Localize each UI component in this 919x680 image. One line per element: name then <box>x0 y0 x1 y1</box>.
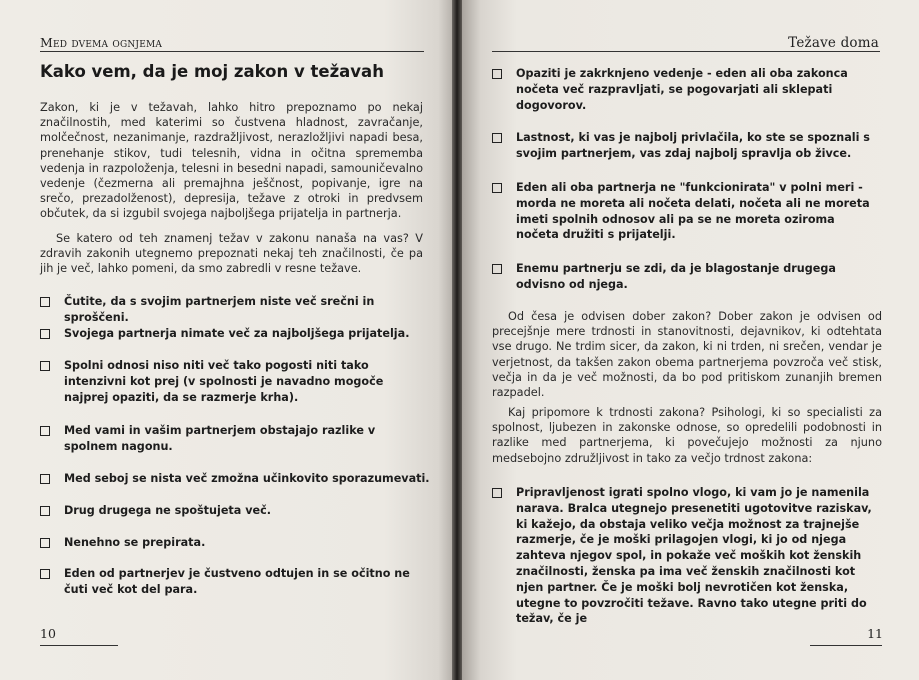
list-item-text: Svojega partnerja nimate več za najboljšega prijatelja. <box>64 327 410 340</box>
list-item <box>492 130 876 162</box>
list-item-text: Drug drugega ne spoštujeta več. <box>64 504 271 517</box>
list-item <box>40 471 432 487</box>
list-item <box>492 66 876 113</box>
list-item-text: Eden od partnerjev je čustveno odtujen in se očitno ne čuti več kot del para. <box>64 567 410 596</box>
list-item <box>40 503 432 519</box>
footer-rule-right <box>810 645 882 646</box>
checkbox-square-icon <box>40 329 50 339</box>
page-number-right: 11 <box>867 626 883 641</box>
left-page <box>0 0 452 680</box>
checkbox-square-icon <box>40 297 50 307</box>
second-paragraph: Se katero od teh znamenj težav v zakonu nanaša na vas? V zdravih zakonih utegnemo prepoznati nekaj teh značilnosti, če pa jih je več, lahko pomeni, da smo zabredli v resne težave. <box>40 232 423 276</box>
list-item-text: Pripravljenost igrati spolno vlogo, ki vam jo je namenila narava. Bralca utegnejo presenetiti ugotovitve raziskav, ki kažejo, da obstaja veliko večja možnost za trajnejše razmerje, če je moški prilagojen vlogi, ki jo od njega zahteva njegov spol, in pokaže več moških kot ženskih značilnosti, ženska pa ima več ženskih značilnosti kot njen partner. Če je moški bolj nevrotičen kot ženska, utegne to povzročiti težave. Ravno tako utegne priti do težav, če je <box>516 486 872 626</box>
paragraph-2: Kaj pripomore k trdnosti zakona? Psihologi, ki so specialisti za spolnost, ljubezen in zakonske odnose, so opredelili podobnosti in razlike med partnerjema, ki povečujejo možnosti za njuno medsebojno združljivost in tako za večjo trdnost zakona: <box>492 406 882 465</box>
list-item <box>40 326 432 342</box>
running-head-right: Težave doma <box>788 35 879 51</box>
list-item-text: Čutite, da s svojim partnerjem niste več srečni in sproščeni. <box>64 295 375 324</box>
list-item <box>40 294 432 326</box>
list-item-text: Enemu partnerju se zdi, da je blagostanje drugega odvisno od njega. <box>516 262 836 291</box>
checkbox-square-icon <box>492 69 502 79</box>
checkbox-square-icon <box>40 361 50 371</box>
running-head-left: Med dvema ognjema <box>40 35 163 50</box>
list-item-text: Spolni odnosi niso niti več tako pogosti niti tako intenzivni kot prej (v spolnosti je navadno mogoče najprej opaziti, da se razmerje krha). <box>64 359 384 404</box>
checkbox-square-icon <box>40 538 50 548</box>
list-item-text: Nenehno se prepirata. <box>64 536 206 549</box>
checkbox-square-icon <box>40 474 50 484</box>
list-item <box>40 535 432 551</box>
checkbox-square-icon <box>492 183 502 193</box>
checkbox-square-icon <box>492 488 502 498</box>
book-spine-gutter <box>452 0 462 680</box>
list-item <box>492 261 876 293</box>
checkbox-square-icon <box>492 133 502 143</box>
checkbox-square-icon <box>40 426 50 436</box>
list-item <box>40 423 432 455</box>
list-item-text: Med seboj se nista več zmožna učinkovito sporazumevati. <box>64 472 430 485</box>
list-item <box>492 485 882 627</box>
footer-rule-left <box>40 645 118 646</box>
intro-paragraph: Zakon, ki je v težavah, lahko hitro prepoznamo po nekaj značilnostih, med katerimi so čustvena hladnost, zavračanje, molčečnost, nezanimanje, razdražljivost, nerazložljivi napadi besa, prenehanje stikov, tudi telesnih, vidna in očitna sprememba vedenja in razpoloženja, telesni in besedni napadi, samouničevalno vedenje (čezmerna ali premajhna ješčnost, popivanje, igre na srečo, prezadolženost), depresija, težave z otroki in predvsem občutek, da si izgubil svojega najboljšega prijatelja in partnerja. <box>40 101 423 221</box>
section-title: Kako vem, da je moj zakon v težavah <box>40 62 384 81</box>
page-number-left: 10 <box>40 626 56 641</box>
list-item-text: Opaziti je zakrknjeno vedenje - eden ali oba zakonca nočeta več razpravljati, se pogovarjati ali sklepati dogovorov. <box>516 67 848 112</box>
list-item-text: Lastnost, ki vas je najbolj privlačila, ko ste se spoznali s svojim partnerjem, vas zdaj najbolj spravlja ob živce. <box>516 131 870 160</box>
right-page <box>462 0 919 680</box>
checkbox-square-icon <box>40 569 50 579</box>
paragraph-1: Od česa je odvisen dober zakon? Dober zakon je odvisen od precejšnje mere trdnosti in stanovitnosti, dejavnikov, ki odtehtata vse drugo. Ne trdim sicer, da zakon, ki ni trden, ni srečen, vendar je verjetnost, da takšen zakon obema partnerjema povzroča več stisk, večja in da je več možnosti, da bo pod pritiskom zunanjih bremen razpadel. <box>492 310 882 400</box>
list-item-text: Eden ali oba partnerja ne "funkcionirata" v polni meri - morda ne moreta ali nočeta delati, nočeta ali ne moreta imeti spolnih odnosov ali pa se ne moreta oziroma nočeta družiti s prijatelji. <box>516 181 870 242</box>
header-rule-right <box>492 51 880 52</box>
header-rule-left <box>40 51 424 52</box>
checkbox-square-icon <box>40 506 50 516</box>
list-item-text: Med vami in vašim partnerjem obstajajo razlike v spolnem nagonu. <box>64 424 376 453</box>
list-item <box>40 358 420 405</box>
checkbox-square-icon <box>492 264 502 274</box>
list-item <box>40 566 410 598</box>
list-item <box>492 180 876 243</box>
